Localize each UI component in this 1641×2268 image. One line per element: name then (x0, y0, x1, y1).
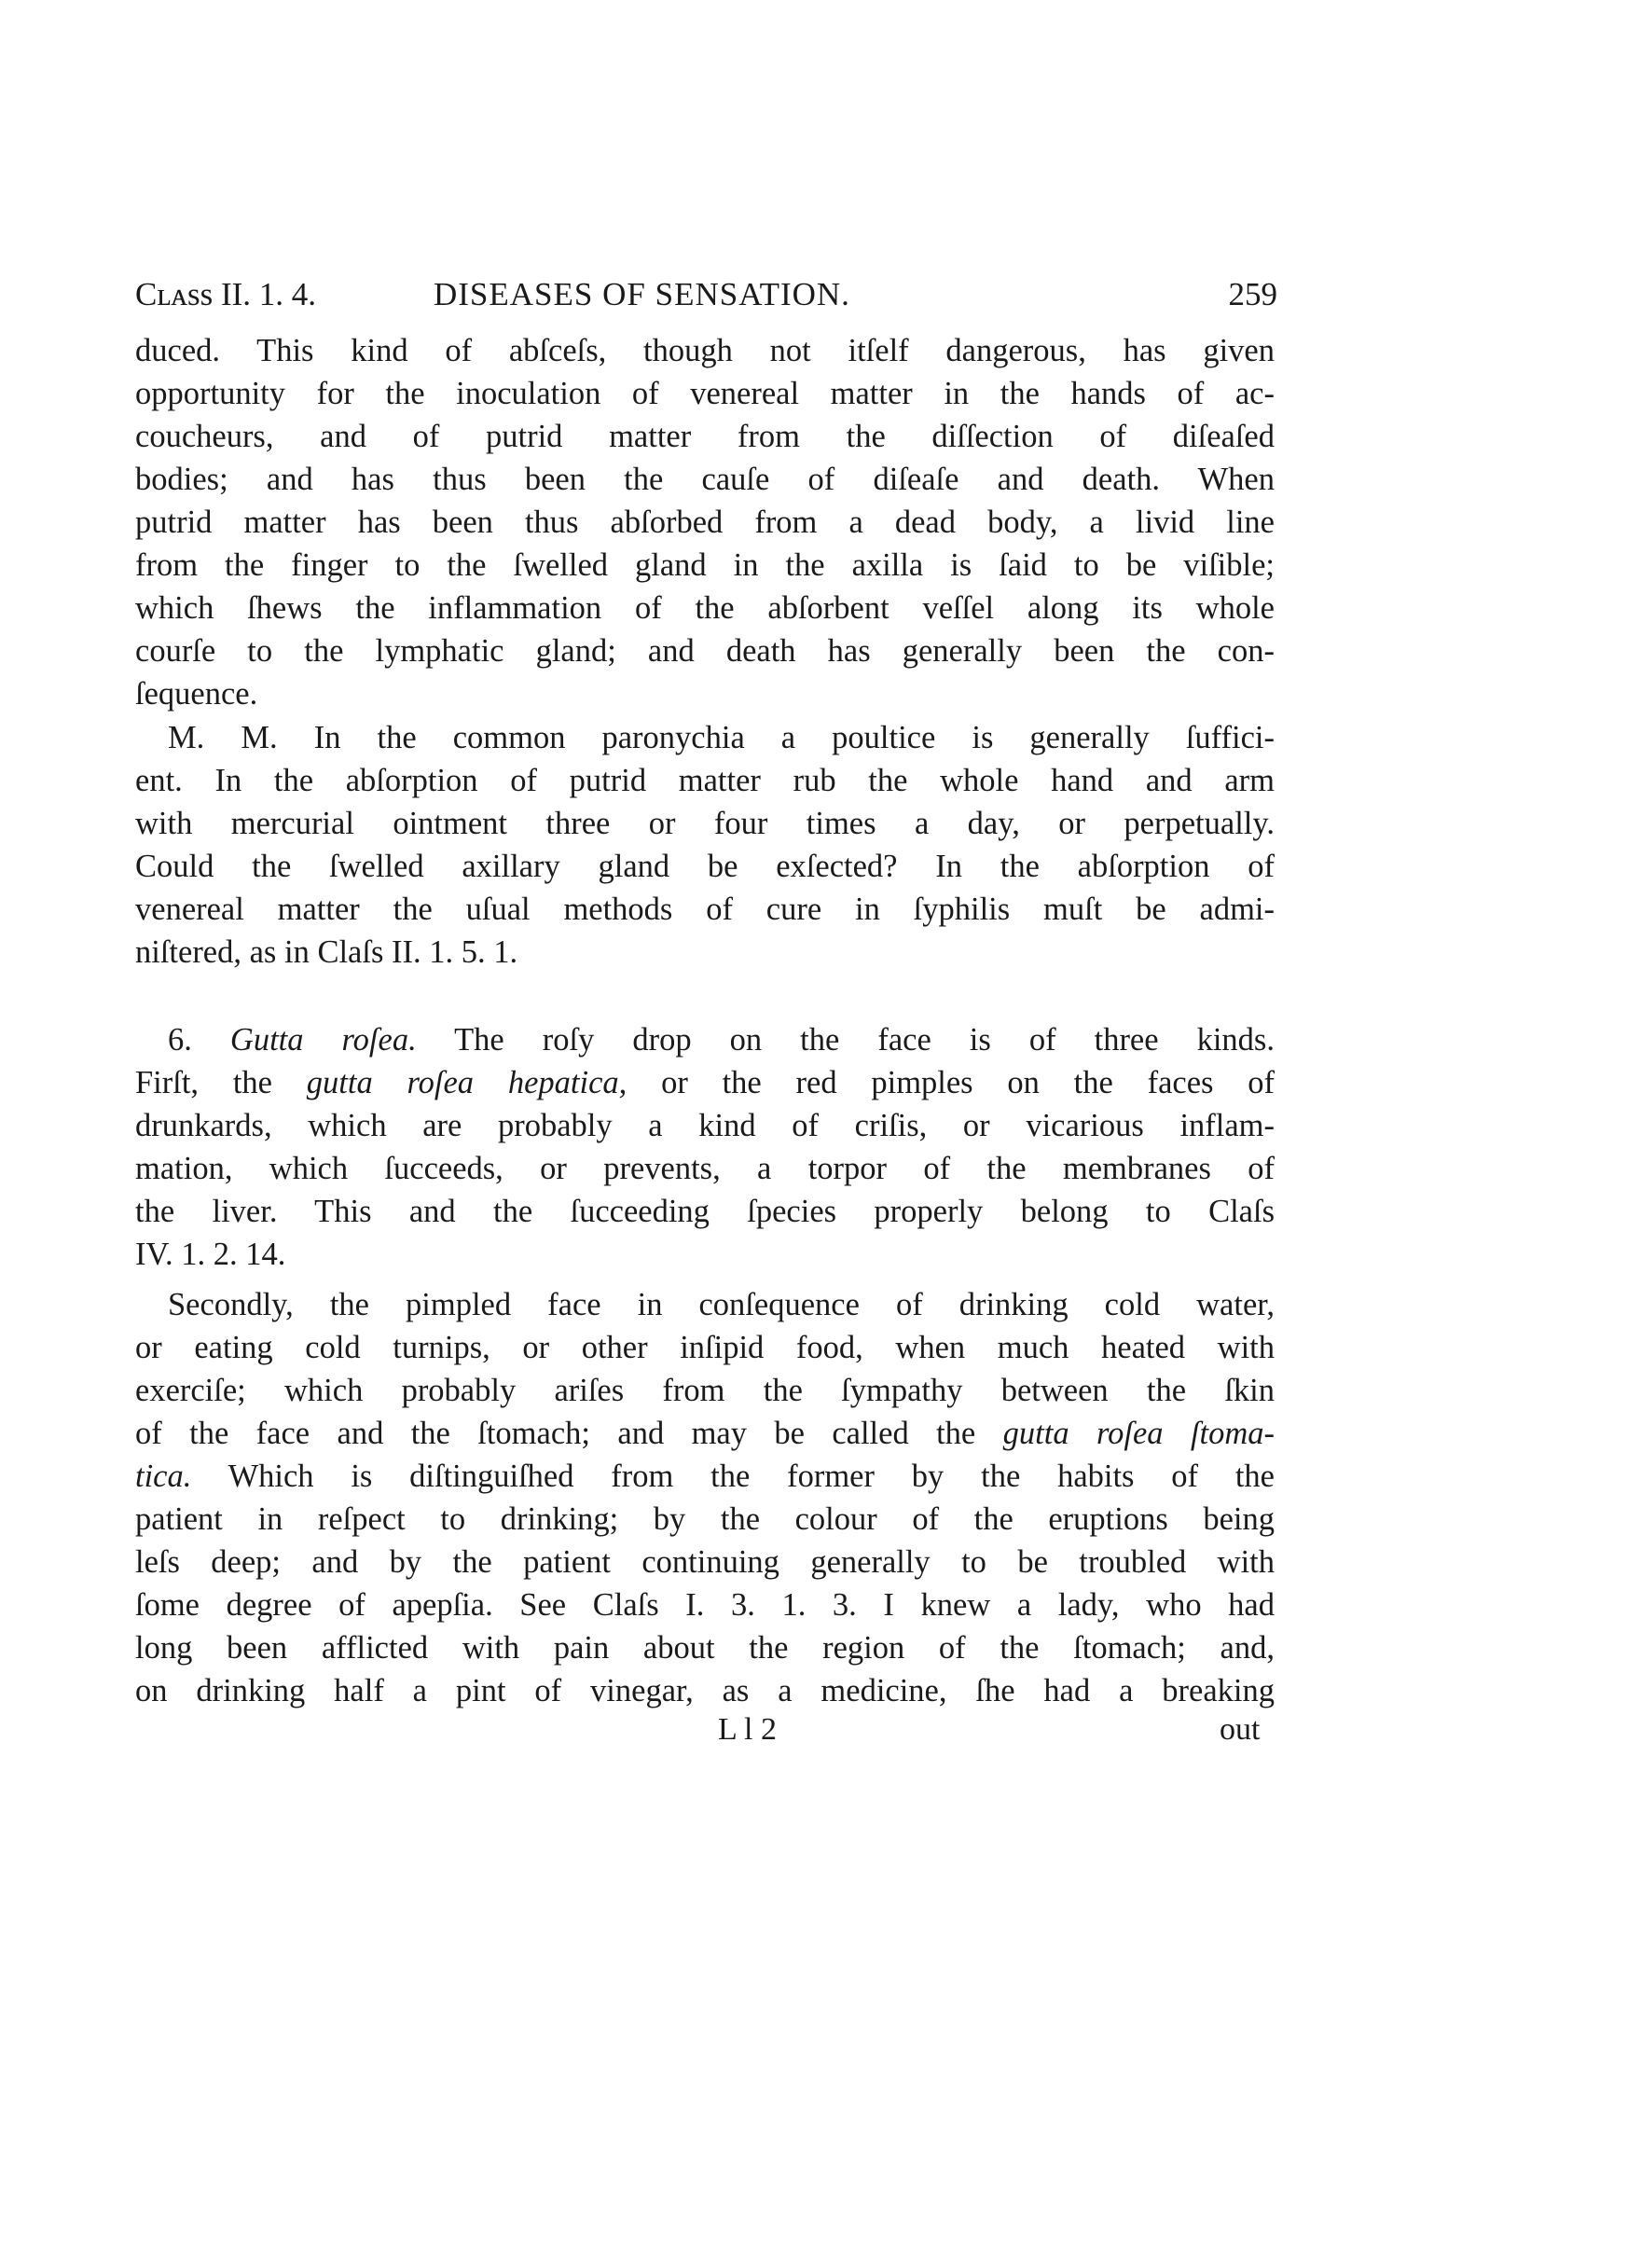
italic-term: tica. (135, 1459, 192, 1494)
signature-mark: L l 2 (718, 1712, 777, 1747)
page-number: 259 (1228, 276, 1277, 312)
section-term: Gutta roſea. (229, 1022, 417, 1058)
text-line: Secondly, the pimpled face in conſequence of drinking cold water, (168, 1287, 1275, 1322)
text-line: coucheurs, and of putrid matter from the diſſection of diſeaſed (135, 419, 1275, 454)
text-line: courſe to the lymphatic gland; and death has generally been the con- (135, 633, 1275, 669)
text-line (135, 1412, 1275, 1455)
text-line: the liver. This and the ſucceeding ſpecies properly belong to Claſs (135, 1194, 1275, 1229)
running-header (135, 276, 1277, 323)
text-line: exerciſe; which probably ariſes from the ſympathy between the ſkin (135, 1373, 1275, 1408)
text-span: The roſy drop on the face is of three kinds. (454, 1022, 1275, 1058)
text-line: from the finger to the ſwelled gland in the axilla is ſaid to be viſible; (135, 547, 1275, 583)
text-line (135, 1061, 1275, 1104)
text-line: ſequence. (135, 676, 258, 712)
text-line: venereal matter the uſual methods of cure in ſyphilis muſt be admi- (135, 892, 1275, 927)
text-line: IV. 1. 2. 14. (135, 1237, 286, 1272)
text-line: which ſhews the inflammation of the abſorbent veſſel along its whole (135, 590, 1275, 626)
text-line: ſome degree of apepſia. See Claſs I. 3. 1. 3. I knew a lady, who had (135, 1587, 1275, 1623)
italic-term: gutta roſea ſtoma- (1002, 1416, 1275, 1451)
text-line: or eating cold turnips, or other inſipid food, when much heated with (135, 1330, 1275, 1365)
text-line: ent. In the abſorption of putrid matter rub the whole hand and arm (135, 763, 1275, 798)
text-span: or the red pimples on the faces of (661, 1065, 1275, 1100)
text-line: drunkards, which are probably a kind of criſis, or vicarious inflam- (135, 1108, 1275, 1143)
text-line: bodies; and has thus been the cauſe of diſeaſe and death. When (135, 462, 1275, 497)
catchword: out (1220, 1712, 1261, 1747)
text-line: Could the ſwelled axillary gland be exſected? In the abſorption of (135, 849, 1275, 884)
text-line: on drinking half a pint of vinegar, as a medicine, ſhe had a breaking (135, 1673, 1275, 1708)
text-span: of the face and the ſtomach; and may be called the (135, 1416, 976, 1451)
header-title: DISEASES OF SENSATION. (434, 276, 850, 312)
text-line (135, 1455, 1275, 1498)
text-span: Which is diſtinguiſhed from the former by the habits of the (228, 1459, 1275, 1494)
header-section: Cʟᴀss II. 1. 4. (135, 276, 317, 312)
text-span: Firſt, the (135, 1065, 272, 1100)
text-line: opportunity for the inoculation of venereal matter in the hands of ac- (135, 376, 1275, 411)
text-line: duced. This kind of abſceſs, though not itſelf dangerous, has given (135, 333, 1275, 368)
text-line: leſs deep; and by the patient continuing generally to be troubled with (135, 1544, 1275, 1580)
section-heading-line (168, 1018, 1275, 1061)
text-line: M. M. In the common paronychia a poultice is generally ſuffici- (168, 720, 1275, 755)
italic-term: gutta roſea hepatica, (306, 1065, 627, 1100)
section-number: 6. (168, 1022, 192, 1058)
text-line: with mercurial ointment three or four times a day, or perpetually. (135, 806, 1275, 841)
text-line: mation, which ſucceeds, or prevents, a torpor of the membranes of (135, 1151, 1275, 1186)
text-line: niſtered, as in Claſs II. 1. 5. 1. (135, 934, 518, 970)
text-line: putrid matter has been thus abſorbed from a dead body, a livid line (135, 505, 1275, 540)
text-line: long been afflicted with pain about the region of the ſtomach; and, (135, 1630, 1275, 1666)
text-line: patient in reſpect to drinking; by the colour of the eruptions being (135, 1501, 1275, 1537)
